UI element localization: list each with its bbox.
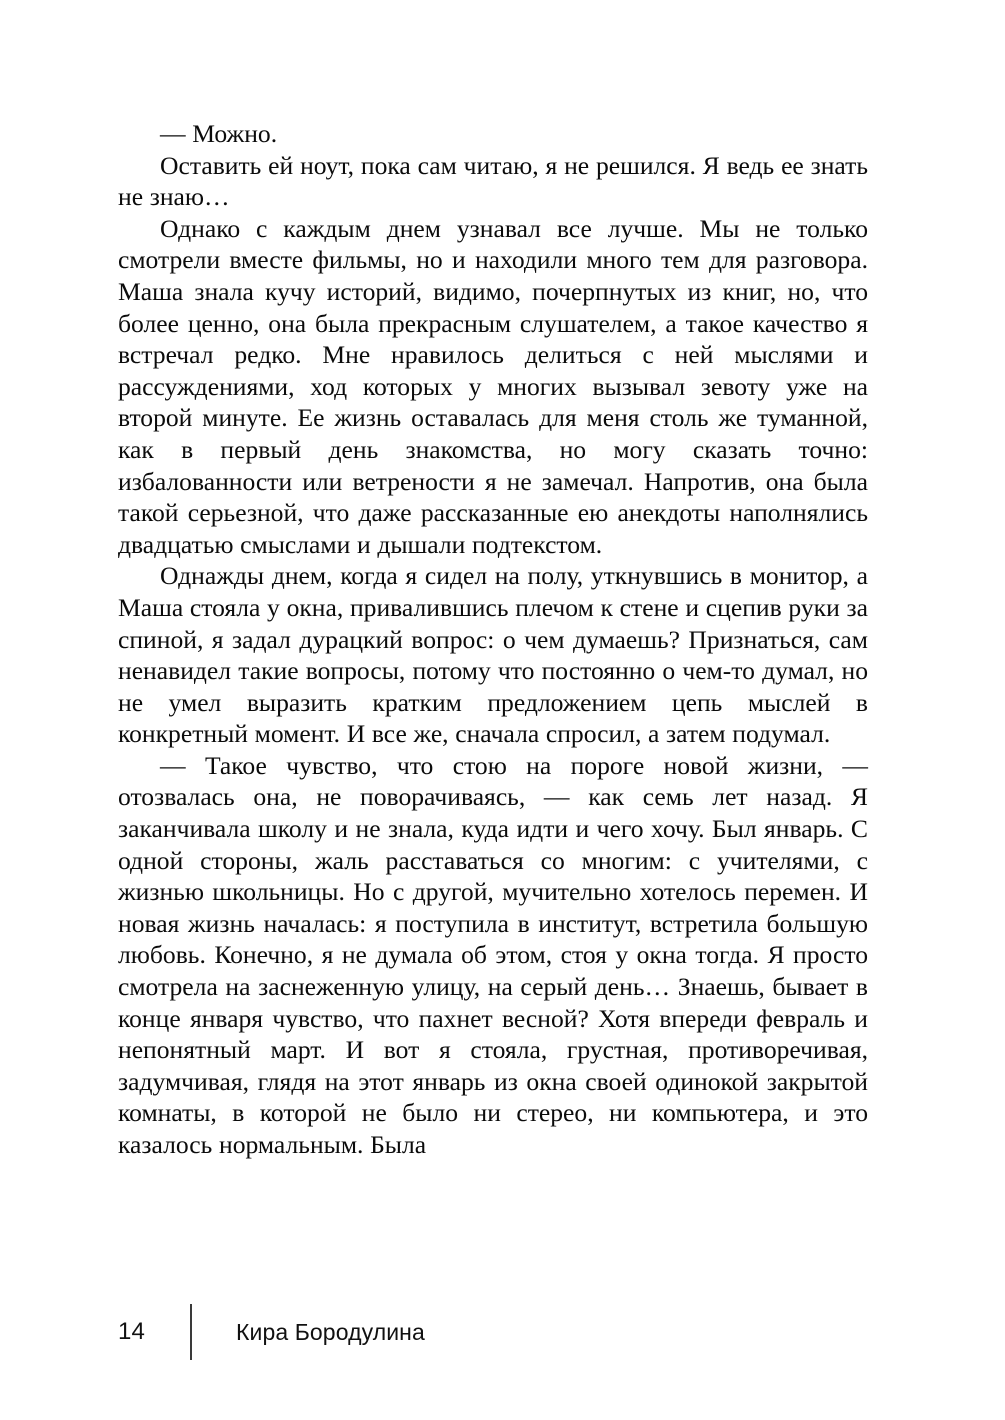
page-footer [118,1303,425,1361]
page-number: 14 [118,1318,146,1345]
paragraph: Однажды днем, когда я сидел на полу, уткнувшись в монитор, а Маша стояла у окна, привалившись плечом к стене и сцепив руки за спиной, я задал дурацкий вопрос: о чем думаешь? Признаться, сам ненавидел такие вопросы, потому что постоянно о чем-то думал, но не умел выразить кратким предложением цепь мыслей в конкретный момент. И все же, сначала спросил, а затем подумал. [118,561,868,749]
paragraph: — Можно. [160,119,278,148]
paragraph: — Такое чувство, что стою на пороге новой жизни, — отозвалась она, не поворачиваясь, — как семь лет назад. Я заканчивала школу и не знала, куда идти и чего хочу. Был январь. С одной стороны, жаль расставаться со многим: с учителями, с жизнью школьницы. Но с другой, мучительно хотелось перемен. И новая жизнь началась: я поступила в институт, встретила большую любовь. Конечно, я не думала об этом, стоя у окна тогда. Я просто смотрела на заснеженную улицу, на серый день… Знаешь, бывает в конце января чувство, что пахнет весной? Хотя впереди февраль и непонятный март. И вот я стояла, грустная, противоречивая, задумчивая, глядя на этот январь из окна своей одинокой закрытой комнаты, в которой не было ни стерео, ни компьютера, и это казалось нормальным. Была [118,750,868,1159]
paragraph: Однако с каждым днем узнавал все лучше. Мы не только смотрели вместе фильмы, но и находили много тем для разговора. Маша знала кучу историй, видимо, почерпнутых из книг, но, что более ценно, она была прекрасным слушателем, а такое качество я встречал редко. Мне нравилось делиться с ней мыслями и рассуждениями, ход которых у многих вызывал зевоту уже на второй минуте. Ее жизнь оставалась для меня столь же туманной, как в первый день знакомства, но могу сказать точно: избалованности или ветрености я не замечал. Напротив, она была такой серьезной, что даже рассказанные ею анекдоты наполнялись двадцатью смыслами и дышали подтекстом. [118,213,868,559]
page-body-text [118,118,868,1161]
author-name: Кира Бородулина [236,1318,425,1345]
paragraph: Оставить ей ноут, пока сам читаю, я не решился. Я ведь ее знать не знаю… [118,150,868,212]
footer-divider-rule [190,1304,192,1360]
